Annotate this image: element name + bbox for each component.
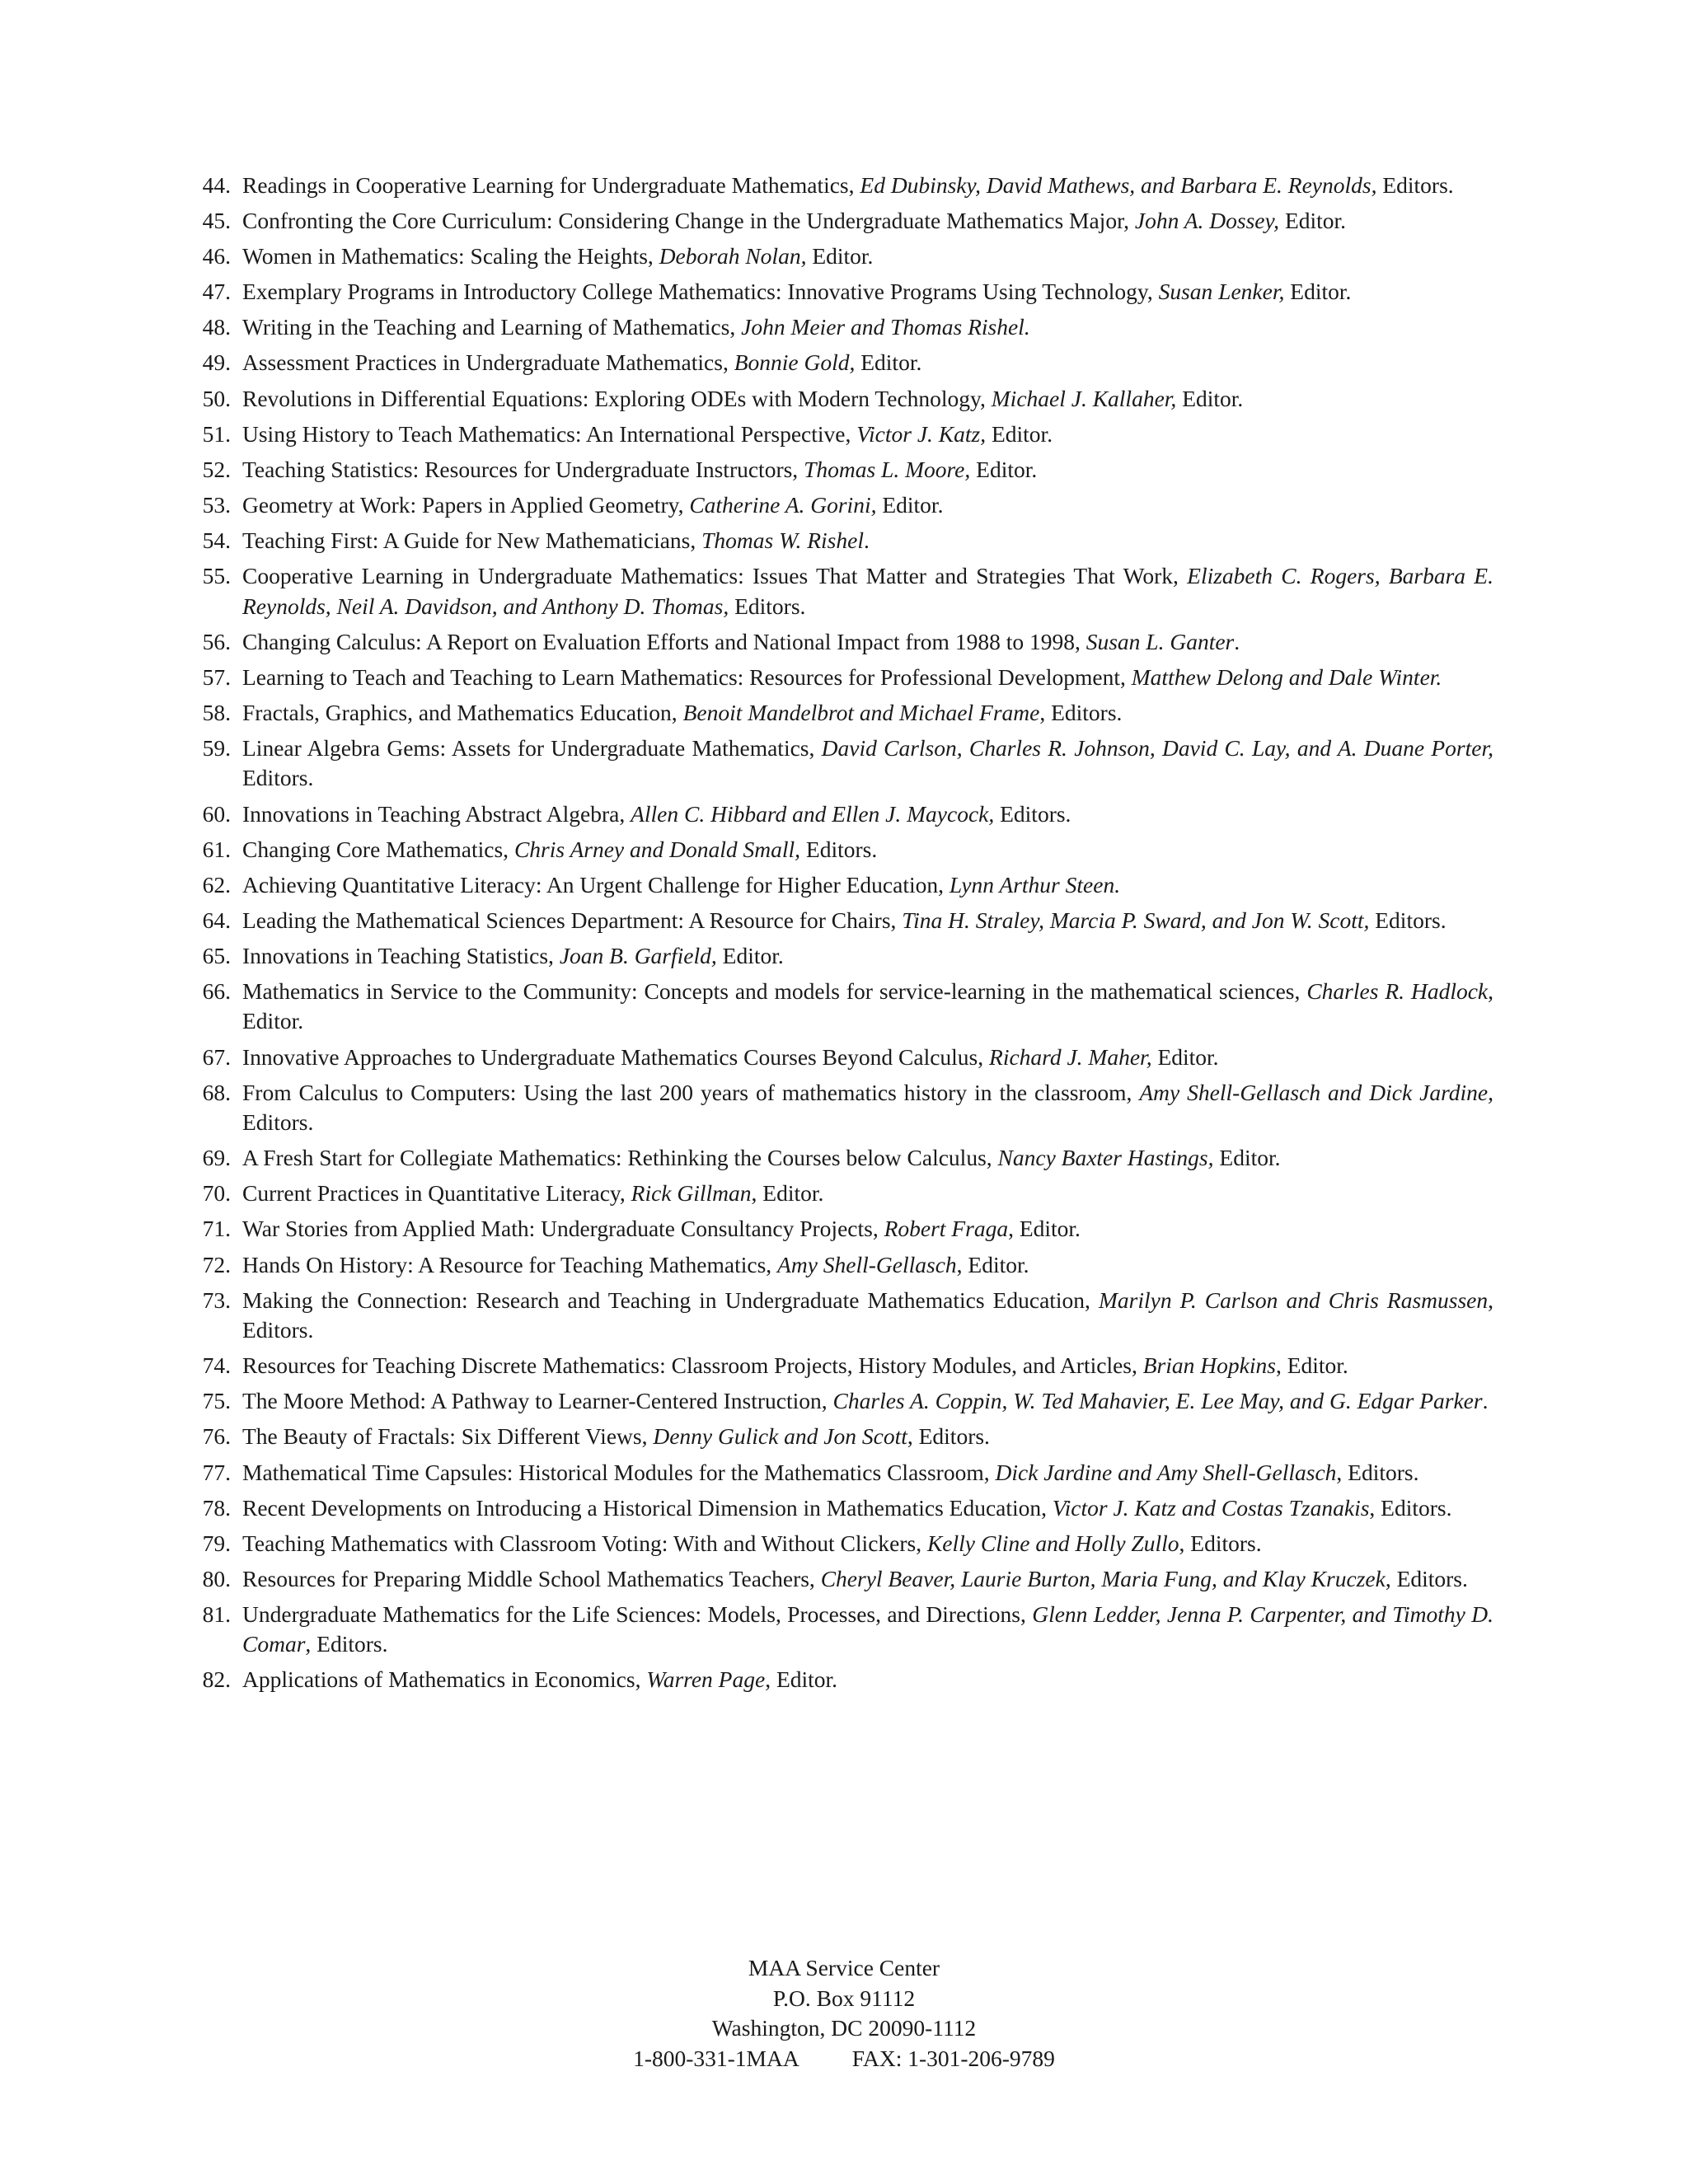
book-authors: Robert Fraga	[884, 1216, 1009, 1242]
editor-suffix: Editor.	[1176, 385, 1244, 411]
entry-text	[242, 1423, 990, 1449]
entry-text	[242, 1044, 1219, 1070]
book-authors: John Meier and Thomas Rishel.	[741, 314, 1030, 340]
entry-number: 61.	[202, 836, 231, 862]
entry-text	[242, 1252, 1029, 1277]
list-item	[191, 1529, 1493, 1559]
book-authors: Kelly Cline and Holly Zullo	[926, 1530, 1179, 1556]
entry-text	[242, 1352, 1348, 1378]
entry-text	[242, 421, 1053, 447]
editor-suffix: .	[863, 527, 870, 553]
entry-number: 50.	[202, 385, 231, 411]
entry-number: 59.	[202, 734, 231, 761]
book-authors: Victor J. Katz and Costas Tzanakis	[1052, 1494, 1370, 1521]
book-title: The Beauty of Fractals: Six Different Views,	[242, 1423, 654, 1450]
book-authors: Bonnie Gold,	[734, 349, 856, 376]
entry-number: 78.	[202, 1494, 231, 1521]
service-center-address	[0, 1953, 1688, 2074]
editor-suffix: , Editors.	[242, 1286, 1493, 1343]
editor-suffix: Editor.	[716, 942, 784, 968]
entry-text	[242, 1216, 1081, 1241]
book-title: Confronting the Core Curriculum: Considering Change in the Undergraduate Mathematics Major,	[242, 208, 1135, 234]
book-authors: Deborah Nolan,	[659, 243, 807, 269]
book-title: Revolutions in Differential Equations: Exploring ODEs with Modern Technology,	[242, 385, 992, 411]
entry-number: 82.	[202, 1666, 231, 1693]
entry-number: 70.	[202, 1180, 231, 1207]
entry-number: 56.	[202, 628, 231, 654]
list-item	[191, 1422, 1493, 1452]
entry-number: 57.	[202, 663, 231, 690]
entry-number: 58.	[202, 699, 231, 725]
editor-suffix: , Editor.	[1275, 1352, 1348, 1379]
book-title: From Calculus to Computers: Using the last 200 years of mathematics history in the classroom,	[242, 1079, 1140, 1105]
book-title: Making the Connection: Research and Teaching in Undergraduate Mathematics Education,	[242, 1286, 1099, 1313]
book-authors: Amy Shell-Gellasch	[777, 1251, 957, 1277]
entry-text	[242, 735, 1493, 791]
entry-text	[242, 978, 1493, 1034]
book-authors: Thomas L. Moore,	[804, 456, 971, 482]
entry-text	[242, 1601, 1493, 1657]
entry-text	[242, 872, 1120, 898]
book-authors: Victor J. Katz,	[856, 420, 987, 447]
entry-text	[242, 1287, 1493, 1343]
entry-text	[242, 943, 784, 968]
book-authors: Cheryl Beaver, Laurie Burton, Maria Fung, and Klay Kruczek	[820, 1565, 1386, 1591]
entry-number: 53.	[202, 491, 231, 518]
book-title: Recent Developments on Introducing a Historical Dimension in Mathematics Education,	[242, 1494, 1053, 1521]
book-authors: Warren Page	[646, 1666, 766, 1693]
editor-suffix: , Editors.	[1369, 1494, 1452, 1521]
editor-suffix: Editor.	[242, 1008, 304, 1034]
editor-suffix: Editor.	[986, 420, 1053, 447]
list-item	[191, 627, 1493, 658]
editor-suffix: , Editors.	[1039, 699, 1123, 725]
entry-text	[242, 527, 870, 553]
entry-number: 55.	[202, 563, 231, 589]
entry-number: 80.	[202, 1565, 231, 1591]
entry-text	[242, 629, 1240, 654]
book-title: Writing in the Teaching and Learning of Mathematics,	[242, 314, 742, 340]
list-item	[191, 906, 1493, 936]
entry-number: 68.	[202, 1079, 231, 1105]
list-item	[191, 799, 1493, 830]
editor-suffix: Editor.	[806, 243, 874, 269]
editor-suffix: , Editor.	[956, 1251, 1029, 1277]
book-authors: Joan B. Garfield,	[559, 942, 717, 968]
entry-number: 71.	[202, 1216, 231, 1242]
entry-number: 60.	[202, 800, 231, 827]
book-authors: Matthew Delong and Dale Winter.	[1131, 663, 1442, 690]
list-item	[191, 490, 1493, 521]
book-authors: Lynn Arthur Steen.	[949, 871, 1121, 898]
book-title: Using History to Teach Mathematics: An International Perspective,	[242, 420, 857, 447]
entry-text	[242, 314, 1030, 340]
editor-suffix: Editors.	[1369, 907, 1447, 933]
list-item	[191, 1665, 1493, 1695]
entry-number: 69.	[202, 1145, 231, 1171]
editor-suffix: Editor.	[1279, 208, 1347, 234]
book-title: A Fresh Start for Collegiate Mathematics: Rethinking the Courses below Calculus,	[242, 1145, 998, 1171]
entry-number: 49.	[202, 349, 231, 376]
book-title: Innovations in Teaching Statistics,	[242, 942, 560, 968]
book-title: Linear Algebra Gems: Assets for Undergraduate Mathematics,	[242, 734, 822, 761]
editor-suffix: , Editors.	[305, 1631, 388, 1657]
book-authors: Glenn Ledder, Jenna P. Carpenter, and Timothy D. Comar	[242, 1601, 1493, 1657]
entry-number: 77.	[202, 1459, 231, 1485]
entry-number: 45.	[202, 208, 231, 234]
list-item	[191, 1078, 1493, 1138]
entry-text	[242, 1145, 1281, 1170]
book-authors: Nancy Baxter Hastings,	[997, 1145, 1214, 1171]
editor-suffix: , Editor.	[765, 1666, 838, 1693]
book-authors: Charles R. Hadlock,	[1306, 977, 1493, 1004]
book-authors: Rick Gillman	[631, 1180, 752, 1207]
service-center-name: MAA Service Center	[748, 1955, 940, 1980]
list-item	[191, 419, 1493, 450]
book-title: Current Practices in Quantitative Literacy,	[242, 1180, 631, 1207]
book-authors: Michael J. Kallaher,	[991, 385, 1177, 411]
entry-number: 46.	[202, 243, 231, 269]
entry-text	[242, 563, 1493, 619]
book-title: Fractals, Graphics, and Mathematics Education,	[242, 699, 683, 725]
editor-suffix: .	[1234, 628, 1240, 654]
editor-suffix: , Editors.	[907, 1423, 990, 1450]
entry-text	[242, 1180, 823, 1206]
list-item	[191, 698, 1493, 729]
entry-number: 72.	[202, 1251, 231, 1277]
list-item	[191, 526, 1493, 556]
book-title: The Moore Method: A Pathway to Learner-Centered Instruction,	[242, 1388, 833, 1414]
list-item	[191, 384, 1493, 415]
list-item	[191, 1600, 1493, 1660]
po-box: P.O. Box 91112	[772, 1985, 916, 2011]
entry-number: 73.	[202, 1286, 231, 1313]
book-title: Readings in Cooperative Learning for Undergraduate Mathematics,	[242, 172, 860, 198]
entry-number: 79.	[202, 1530, 231, 1556]
book-title: Achieving Quantitative Literacy: An Urgent Challenge for Higher Education,	[242, 871, 950, 898]
book-authors: Charles A. Coppin, W. Ted Mahavier, E. Lee May, and G. Edgar Parker	[832, 1388, 1483, 1414]
entry-text	[242, 1495, 1452, 1521]
list-item	[191, 1458, 1493, 1488]
book-title: Changing Calculus: A Report on Evaluation Efforts and National Impact from 1988 to 1998,	[242, 628, 1086, 654]
list-item	[191, 1043, 1493, 1073]
book-series-list	[191, 171, 1493, 1701]
book-authors: Richard J. Maher,	[989, 1043, 1152, 1070]
book-authors: Susan L. Ganter	[1085, 628, 1235, 654]
editor-suffix: , Editors.	[1336, 1459, 1419, 1485]
book-authors: Denny Gulick and Jon Scott	[653, 1423, 907, 1450]
book-title: Hands On History: A Resource for Teaching Mathematics,	[242, 1251, 778, 1277]
entry-number: 48.	[202, 314, 231, 340]
book-title: Teaching First: A Guide for New Mathematicians,	[242, 527, 702, 553]
list-item	[191, 171, 1493, 201]
entry-number: 76.	[202, 1423, 231, 1450]
city-zip: Washington, DC 20090-1112	[711, 2015, 977, 2041]
entry-text	[242, 457, 1037, 482]
entry-text	[242, 349, 921, 375]
entry-text	[242, 243, 873, 269]
entry-number: 64.	[202, 907, 231, 933]
entry-number: 52.	[202, 456, 231, 482]
entry-number: 65.	[202, 942, 231, 968]
book-authors: Amy Shell-Gellasch and Dick Jardine,	[1139, 1079, 1493, 1105]
editor-suffix: , Editor.	[1008, 1216, 1081, 1242]
book-authors: Dick Jardine and Amy Shell-Gellasch	[995, 1459, 1337, 1485]
book-title: Changing Core Mathematics,	[242, 836, 514, 862]
book-authors: John A. Dossey,	[1134, 208, 1280, 234]
list-item	[191, 663, 1493, 693]
book-authors: Brian Hopkins	[1142, 1352, 1276, 1379]
book-authors: David Carlson, Charles R. Johnson, David C. Lay, and A. Duane Porter,	[821, 734, 1493, 761]
list-item	[191, 733, 1493, 794]
book-title: Cooperative Learning in Undergraduate Mathematics: Issues That Matter and Strategies That Work,	[242, 563, 1188, 589]
list-item	[191, 977, 1493, 1037]
list-item	[191, 1386, 1493, 1417]
entry-text	[242, 907, 1447, 933]
book-title: Innovations in Teaching Abstract Algebra,	[242, 800, 631, 827]
editor-suffix: Editor.	[970, 456, 1038, 482]
book-title: Learning to Teach and Teaching to Learn Mathematics: Resources for Professional Development,	[242, 663, 1132, 690]
entry-text	[242, 700, 1122, 725]
entry-text	[242, 837, 877, 862]
book-title: Undergraduate Mathematics for the Life Sciences: Models, Processes, and Directions,	[242, 1601, 1033, 1627]
entry-text	[242, 1666, 837, 1692]
book-title: Resources for Preparing Middle School Mathematics Teachers,	[242, 1565, 821, 1591]
entry-text	[242, 801, 1071, 827]
book-title: Leading the Mathematical Sciences Department: A Resource for Chairs,	[242, 907, 903, 933]
list-item	[191, 1351, 1493, 1381]
entry-number: 75.	[202, 1388, 231, 1414]
editor-suffix: Editor.	[1151, 1043, 1219, 1070]
editor-suffix: Editor.	[1284, 279, 1352, 305]
entry-text	[242, 1388, 1488, 1413]
list-item	[191, 561, 1493, 621]
entry-text	[242, 208, 1346, 233]
entry-number: 74.	[202, 1352, 231, 1379]
editor-suffix: Editors.	[800, 836, 878, 862]
book-authors: Tina H. Straley, Marcia P. Sward, and Jon W. Scott,	[902, 907, 1370, 933]
list-item	[191, 206, 1493, 237]
book-title: Geometry at Work: Papers in Applied Geometry,	[242, 491, 690, 518]
editor-suffix: Editor.	[876, 491, 944, 518]
entry-text	[242, 279, 1351, 304]
book-title: Resources for Teaching Discrete Mathematics: Classroom Projects, History Modules, and Articles,	[242, 1352, 1143, 1379]
book-authors: Marilyn P. Carlson and Chris Rasmussen	[1098, 1286, 1489, 1313]
editor-suffix: Editors.	[729, 593, 806, 619]
editor-suffix: Editor.	[1213, 1145, 1281, 1171]
book-authors: Ed Dubinsky, David Mathews, and Barbara E. Reynolds,	[860, 172, 1377, 198]
entry-number: 47.	[202, 279, 231, 305]
list-item	[191, 455, 1493, 485]
book-authors: Thomas W. Rishel	[701, 527, 864, 553]
book-title: Mathematical Time Capsules: Historical Modules for the Mathematics Classroom,	[242, 1459, 996, 1485]
editor-suffix: Editors.	[242, 1109, 314, 1136]
editor-suffix: .	[1482, 1388, 1489, 1414]
fax-number: FAX: 1-301-206-9789	[851, 2045, 1055, 2071]
entry-text	[242, 386, 1243, 411]
list-item	[191, 941, 1493, 972]
entry-number: 51.	[202, 420, 231, 447]
book-title: Applications of Mathematics in Economics,	[242, 1666, 647, 1693]
book-title: War Stories from Applied Math: Undergraduate Consultancy Projects,	[242, 1216, 884, 1242]
editor-suffix: , Editors.	[1385, 1565, 1468, 1591]
entry-number: 67.	[202, 1043, 231, 1070]
list-item	[191, 1143, 1493, 1174]
book-authors: Elizabeth C. Rogers, Barbara E. Reynolds, Neil A. Davidson, and Anthony D. Thomas,	[242, 563, 1493, 619]
book-authors: Susan Lenker,	[1158, 279, 1285, 305]
book-authors: Chris Arney and Donald Small,	[513, 836, 801, 862]
book-title: Teaching Mathematics with Classroom Voting: With and Without Clickers,	[242, 1530, 927, 1556]
list-item	[191, 348, 1493, 378]
entry-number: 44.	[202, 172, 231, 198]
editor-suffix: Editor.	[855, 349, 922, 376]
entry-text	[242, 1080, 1493, 1136]
list-item	[191, 1250, 1493, 1281]
book-title: Exemplary Programs in Introductory College Mathematics: Innovative Programs Using Technology,	[242, 279, 1159, 305]
list-item	[191, 1286, 1493, 1346]
book-authors: Benoit Mandelbrot and Michael Frame	[682, 699, 1040, 725]
book-authors: Allen C. Hibbard and Ellen J. Maycock,	[631, 800, 995, 827]
entry-text	[242, 664, 1442, 690]
contact-numbers	[0, 2044, 1688, 2074]
entry-number: 62.	[202, 871, 231, 898]
entry-text	[242, 172, 1454, 198]
phone-number: 1-800-331-1MAA	[633, 2045, 799, 2071]
entry-number: 54.	[202, 527, 231, 553]
editor-suffix: Editors.	[242, 765, 314, 791]
entry-text	[242, 1460, 1418, 1485]
list-item	[191, 312, 1493, 343]
book-title: Teaching Statistics: Resources for Undergraduate Instructors,	[242, 456, 804, 482]
editor-suffix: , Editors.	[1179, 1530, 1262, 1556]
list-item	[191, 1179, 1493, 1209]
editor-suffix: Editors.	[1376, 172, 1454, 198]
editor-suffix: , Editor.	[751, 1180, 824, 1207]
list-item	[191, 870, 1493, 901]
list-item	[191, 241, 1493, 272]
list-item	[191, 1493, 1493, 1524]
entry-number: 66.	[202, 977, 231, 1004]
book-authors: Catherine A. Gorini,	[689, 491, 877, 518]
list-item	[191, 835, 1493, 865]
list-item	[191, 1564, 1493, 1595]
entry-number: 81.	[202, 1601, 231, 1627]
entry-text	[242, 492, 943, 518]
book-title: Innovative Approaches to Undergraduate Mathematics Courses Beyond Calculus,	[242, 1043, 990, 1070]
editor-suffix: Editors.	[994, 800, 1071, 827]
entry-text	[242, 1530, 1262, 1556]
list-item	[191, 1214, 1493, 1244]
book-title: Mathematics in Service to the Community: Concepts and models for service-learning in the mathematical sciences,	[242, 977, 1307, 1004]
list-item	[191, 277, 1493, 307]
book-title: Women in Mathematics: Scaling the Heights,	[242, 243, 659, 269]
entry-text	[242, 1566, 1468, 1591]
book-title: Assessment Practices in Undergraduate Mathematics,	[242, 349, 734, 376]
